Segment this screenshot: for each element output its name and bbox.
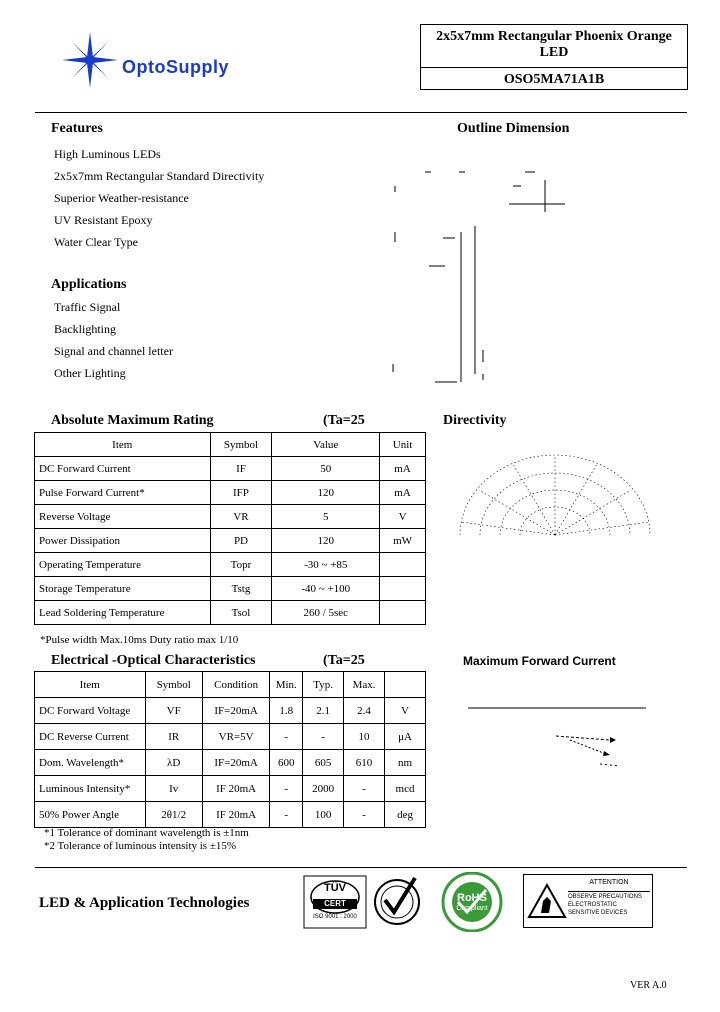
column-header <box>385 672 426 698</box>
column-header: Unit <box>380 433 426 457</box>
abs-max-condition: (Ta=25 <box>323 413 365 428</box>
application-item: Signal and channel letter <box>54 344 173 358</box>
application-item: Other Lighting <box>54 366 126 380</box>
abs-max-title: Absolute Maximum Rating <box>51 413 214 428</box>
electrical-table <box>34 671 426 828</box>
max-current-graph <box>460 700 660 790</box>
electrical-note: *1 Tolerance of dominant wavelength is ±1nm <box>44 827 249 839</box>
applications-title: Applications <box>51 277 127 292</box>
brand-name: OptoSupply <box>122 57 229 77</box>
esd-warning-icon <box>527 883 567 919</box>
table-row: Operating Temperature Topr -30 ~ +85 <box>35 553 426 577</box>
attention-line: ELECTROSTATIC <box>568 902 617 908</box>
features-title: Features <box>51 121 103 136</box>
version-label: VER A.0 <box>630 980 667 991</box>
column-header: Symbol <box>145 672 202 698</box>
brand-logo <box>60 30 280 90</box>
certified-badge <box>371 872 423 928</box>
tuv-badge <box>303 875 367 929</box>
table-row: DC Reverse Current IR VR=5V - - 10 μA <box>35 724 426 750</box>
directivity-title: Directivity <box>443 413 507 428</box>
column-header: Max. <box>344 672 385 698</box>
column-header: Typ. <box>303 672 344 698</box>
feature-item: Superior Weather-resistance <box>54 191 189 205</box>
outline-drawing <box>385 150 585 390</box>
application-item: Backlighting <box>54 322 116 336</box>
column-header: Value <box>272 433 380 457</box>
product-title: 2x5x7mm Rectangular Phoenix Orange <box>436 29 672 44</box>
attention-line: OBSERVE PRECAUTIONS <box>568 894 642 900</box>
column-header: Item <box>35 672 146 698</box>
abs-max-footnote: *Pulse width Max.10ms Duty ratio max 1/10 <box>40 634 239 646</box>
column-header: Item <box>35 433 211 457</box>
table-row: DC Forward Current IF 50 mA <box>35 457 426 481</box>
table-row: DC Forward Voltage VF IF=20mA 1.8 2.1 2.4 V <box>35 698 426 724</box>
feature-item: Water Clear Type <box>54 235 138 249</box>
esd-attention-label <box>523 874 653 928</box>
tuv-sub: CERT <box>324 899 346 908</box>
electrical-condition: (Ta=25 <box>323 653 365 668</box>
product-title-line2: LED <box>539 45 569 60</box>
tuv-label: TÜV <box>324 882 346 894</box>
feature-item: High Luminous LEDs <box>54 147 161 161</box>
table-row: 50% Power Angle 2θ1/2 IF 20mA - 100 - deg <box>35 802 426 828</box>
star-logo-icon <box>60 30 120 90</box>
footer-divider <box>35 867 687 868</box>
rohs-label: RoHS <box>457 892 487 904</box>
max-current-title: Maximum Forward Current <box>463 654 616 668</box>
checkmark-seal-icon <box>371 872 423 928</box>
company-name: LED & Application Technologies <box>39 895 250 911</box>
application-item: Traffic Signal <box>54 300 121 314</box>
table-row: Luminous Intensity* Iv IF 20mA - 2000 - mcd <box>35 776 426 802</box>
table-row: Pulse Forward Current* IFP 120 mA <box>35 481 426 505</box>
feature-item: UV Resistant Epoxy <box>54 213 153 227</box>
feature-item: 2x5x7mm Rectangular Standard Directivity <box>54 169 265 183</box>
part-number: OSO5MA71A1B <box>503 72 605 87</box>
table-row: Lead Soldering Temperature Tsol 260 / 5sec <box>35 601 426 625</box>
outline-title: Outline Dimension <box>457 121 570 136</box>
electrical-title: Electrical -Optical Characteristics <box>51 653 256 668</box>
directivity-polar-plot <box>455 450 655 550</box>
rohs-sub: Compliant <box>456 905 488 912</box>
table-row: Reverse Voltage VR 5 V <box>35 505 426 529</box>
table-row: Power Dissipation PD 120 mW <box>35 529 426 553</box>
title-box <box>420 24 688 90</box>
rohs-badge <box>440 872 504 932</box>
table-row: Dom. Wavelength* λD IF=20mA 600 605 610 nm <box>35 750 426 776</box>
column-header: Condition <box>202 672 270 698</box>
attention-line: SENSITIVE DEVICES <box>568 910 628 916</box>
column-header: Symbol <box>210 433 272 457</box>
header-divider <box>35 112 687 113</box>
attention-title: ATTENTION <box>589 879 629 886</box>
column-header: Min. <box>270 672 303 698</box>
abs-max-table <box>34 432 426 625</box>
table-row: Storage Temperature Tstg -40 ~ +100 <box>35 577 426 601</box>
tuv-iso: ISO 9001 : 2000 <box>313 914 357 920</box>
electrical-note: *2 Tolerance of luminous intensity is ±15% <box>44 840 237 852</box>
